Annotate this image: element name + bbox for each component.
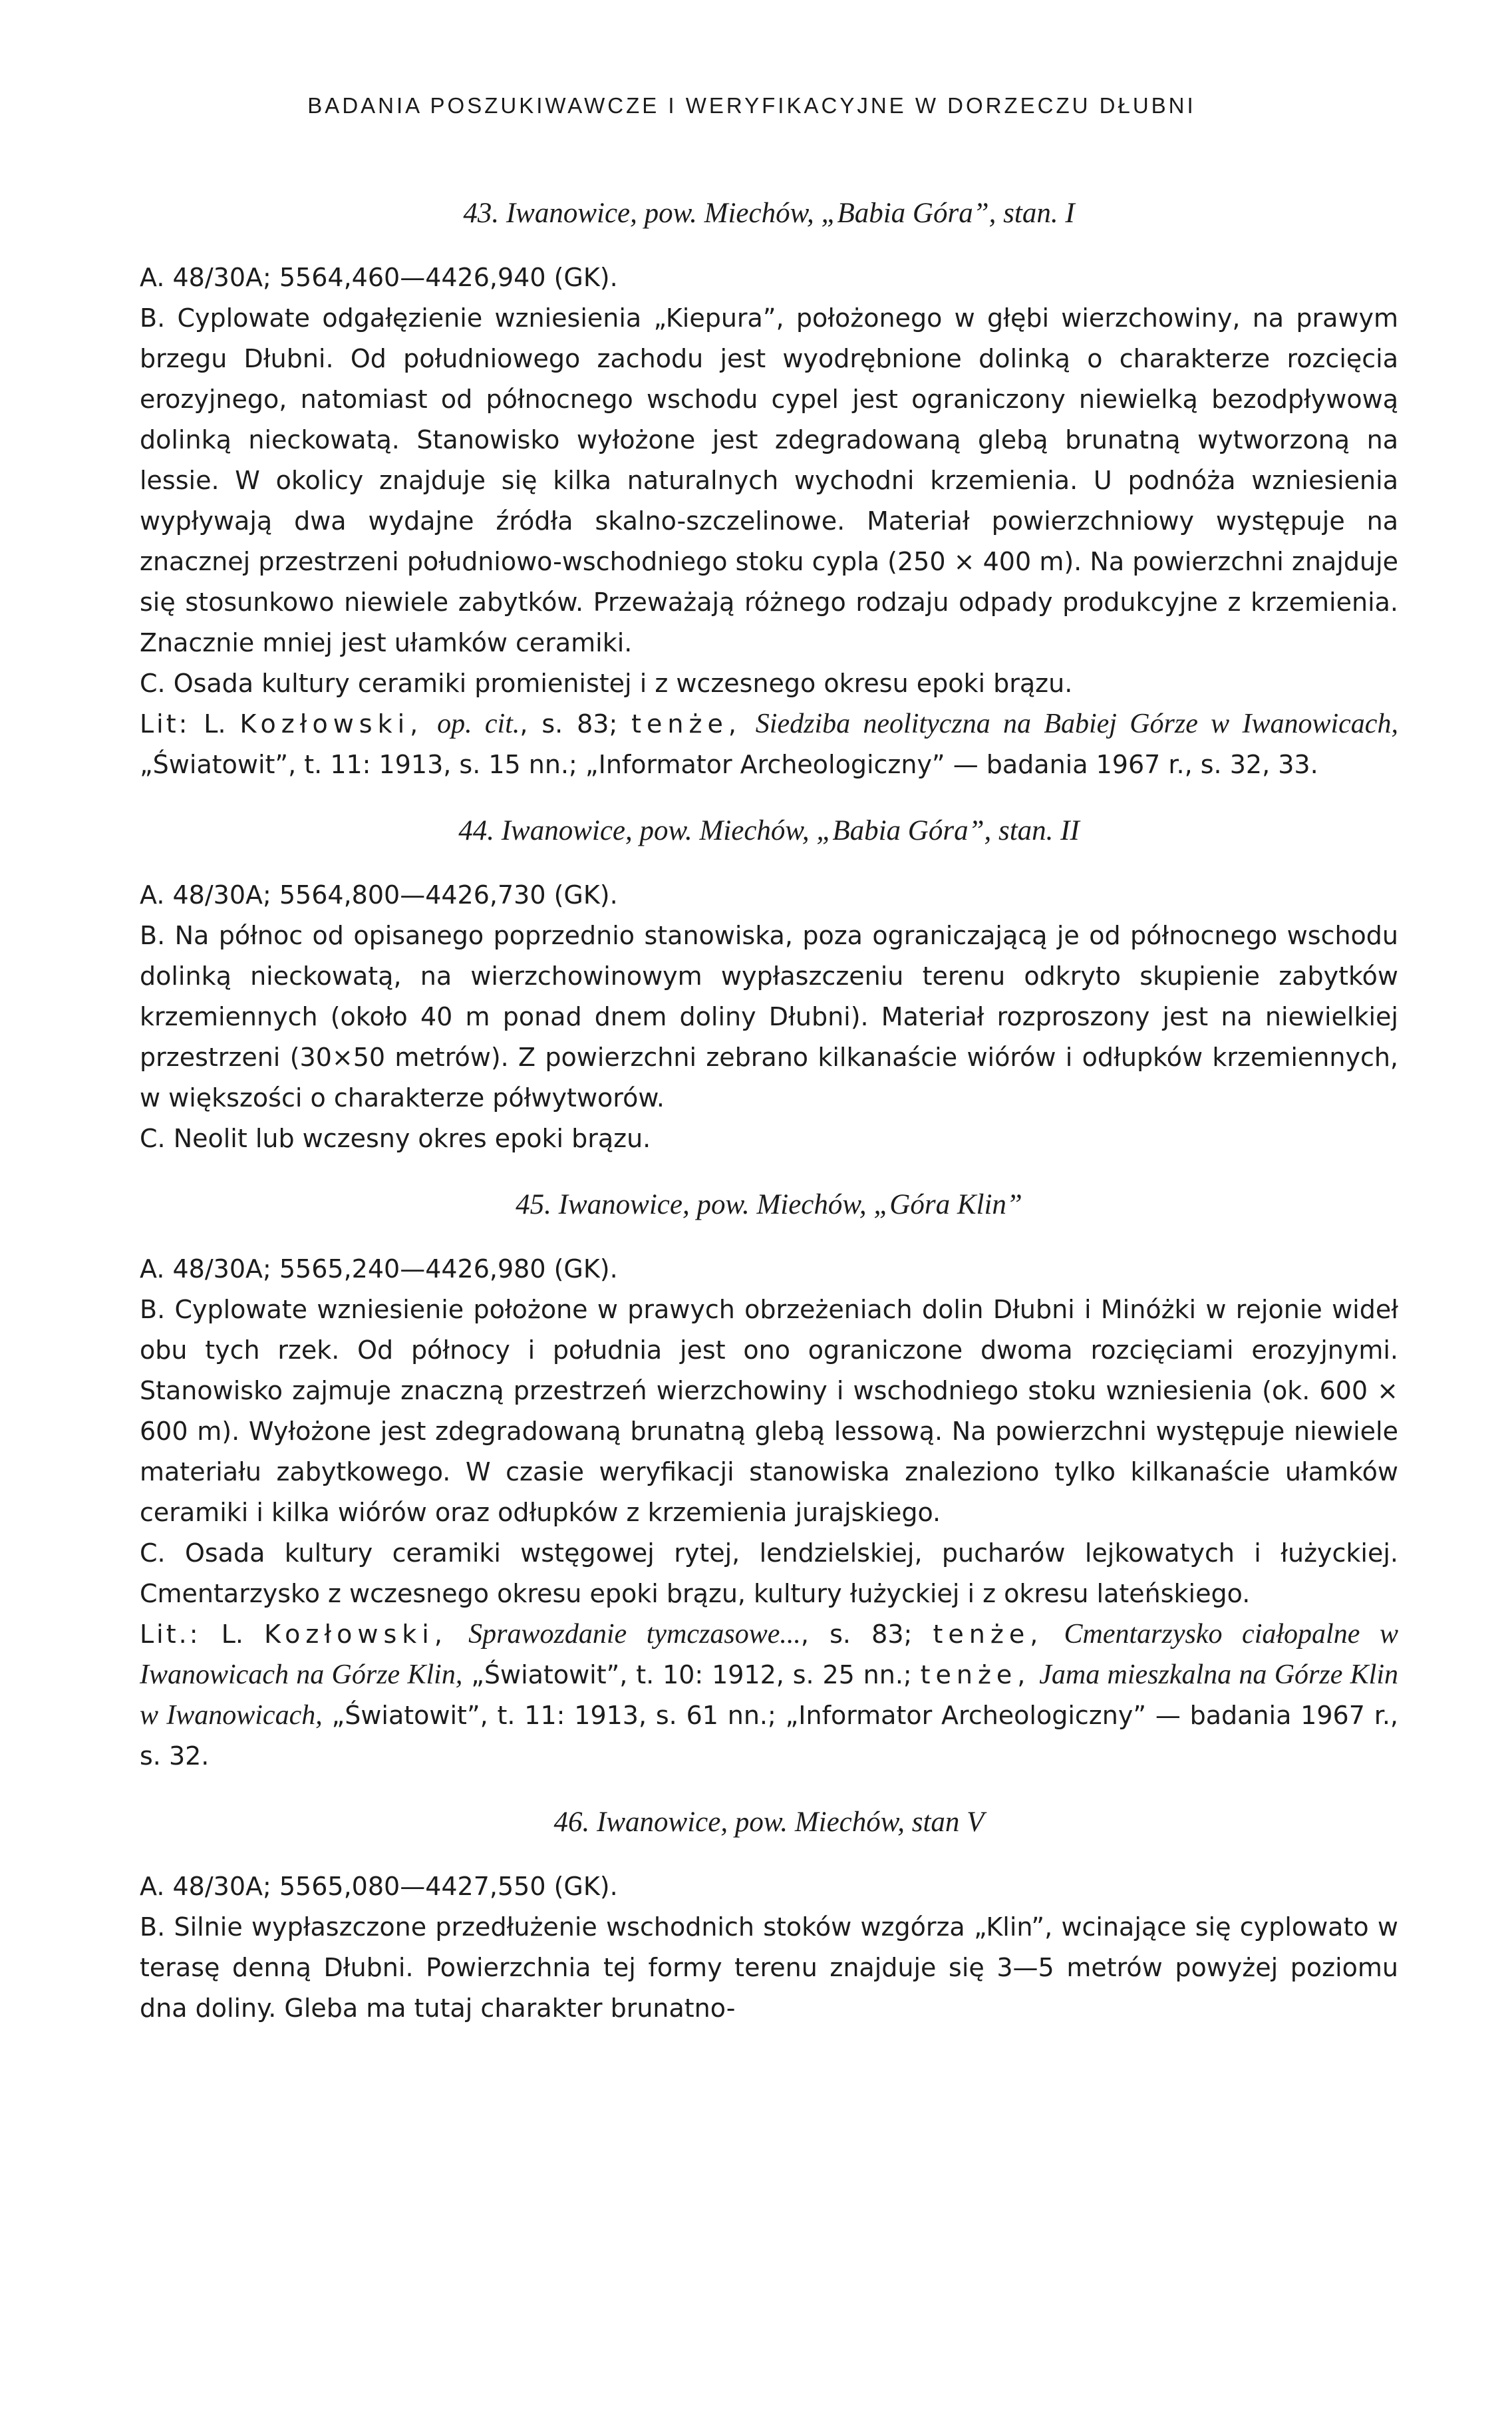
site-entry-43: [140, 193, 1398, 785]
work-title: Jama mieszkalna na Górze Klin w Iwanowicach,: [140, 1659, 1398, 1731]
site-entry-45: [140, 1184, 1398, 1777]
work-title: Sprawozdanie tymczasowe...: [468, 1619, 801, 1649]
work-title: Cmentarzysko ciałopalne w Iwanowicach na Górze Klin,: [140, 1619, 1398, 1690]
page-content: [140, 193, 1398, 2054]
literature-text: „Światowit”, t. 11: 1913, s. 15 nn.; „Informator Archeologiczny” — badania 1967 r., s. 32, 33.: [140, 750, 1318, 779]
author-name: Kozłowski,: [264, 1620, 448, 1649]
description-paragraph: B. Na północ od opisanego poprzednio stanowiska, poza ograniczającą je od północnego wschodu dolinką nieckowatą, na wierzchowinowym wypłaszczeniu terenu odkryto skupienie zabytków krzemiennych (około 40 m ponad dnem doliny Dłubni). Materiał rozproszony jest na niewielkiej przestrzeni (30×50 metrów). Z powierzchni zebrano kilkanaście wiórów i odłupków krzemiennych, w większości o charakterze półwytworów.: [140, 921, 1398, 1113]
literature-label: Lit.:: [140, 1620, 201, 1649]
op-cit: op. cit.: [437, 709, 520, 739]
entry-title: 45. Iwanowice, pow. Miechów, „Góra Klin”: [516, 1189, 1022, 1220]
description-paragraph: B. Cyplowate wzniesienie położone w prawych obrzeżeniach dolin Dłubni i Minóżki w rejonie wideł obu tych rzek. Od północy i południa jest ono ograniczone dwoma rozcięciami erozyjnymi. Stanowisko zajmuje znaczną przestrzeń wierzchowiny i wschodniego stoku wzniesienia (ok. 600 × 600 m). Wyłożone jest zdegradowaną brunatną glebą lessową. Na powierzchni występuje niewiele materiału zabytkowego. W czasie weryfikacji stanowiska znaleziono tylko kilkanaście ułamków ceramiki i kilka wiórów oraz odłupków z krzemienia jurajskiego.: [140, 1295, 1398, 1527]
description-paragraph: B. Silnie wypłaszczone przedłużenie wschodnich stoków wzgórza „Klin”, wcinające się cyplowato w terasę denną Dłubni. Powierzchnia tej formy terenu znajduje się 3—5 metrów powyżej poziomu dna doliny. Gleba ma tutaj charakter brunatno-: [140, 1912, 1398, 2023]
entry-title: 43. Iwanowice, pow. Miechów, „Babia Góra”, stan. I: [463, 198, 1075, 229]
coordinates-line: A. 48/30A; 5565,240—4426,980 (GK).: [140, 1254, 618, 1284]
entry-title: 44. Iwanowice, pow. Miechów, „Babia Góra”, stan. II: [458, 815, 1080, 846]
work-title: Siedziba neolityczna na Babiej Górze w Iwanowicach,: [755, 709, 1398, 739]
literature-text: L.: [200, 1620, 265, 1649]
culture-paragraph: C. Neolit lub wczesny okres epoki brązu.: [140, 1124, 651, 1153]
tenze-label: tenże,: [631, 709, 742, 739]
literature-text: , s. 83;: [800, 1620, 933, 1649]
literature-text: [423, 709, 437, 739]
tenze-label: tenże,: [933, 1620, 1044, 1649]
literature-paragraph: [140, 704, 1398, 785]
literature-text: L.: [190, 709, 240, 739]
coordinates-line: A. 48/30A; 5565,080—4427,550 (GK).: [140, 1872, 618, 1901]
literature-label: Lit:: [140, 709, 190, 739]
entry-title: 46. Iwanowice, pow. Miechów, stan V: [553, 1807, 984, 1838]
literature-text: [1030, 1660, 1039, 1689]
literature-text: „Światowit”, t. 11: 1913, s. 61 nn.; „Informator Archeologiczny” — badania 1967 r., s. 32.: [140, 1701, 1398, 1771]
literature-text: [448, 1620, 468, 1649]
literature-paragraph: [140, 1614, 1398, 1777]
literature-text: [742, 709, 756, 739]
coordinates-line: A. 48/30A; 5564,460—4426,940 (GK).: [140, 263, 618, 292]
tenze-label: tenże,: [920, 1660, 1031, 1689]
author-name: Kozłowski,: [239, 709, 424, 739]
description-paragraph: B. Cyplowate odgałęzienie wzniesienia „Kiepura”, położonego w głębi wierzchowiny, na prawym brzegu Dłubni. Od południowego zachodu jest wyodrębnione dolinką o charakterze rozcięcia erozyjnego, natomiast od północnego wschodu cypel jest ograniczony niewielką bezodpływową dolinką nieckowatą. Stanowisko wyłożone jest zdegradowaną glebą brunatną wytworzoną na lessie. W okolicy znajduje się kilka naturalnych wychodni krzemienia. U podnóża wzniesienia wypływają dwa wydajne źródła skalno-szczelinowe. Materiał powierzchniowy występuje na znacznej przestrzeni południowo-wschodniego stoku cypla (250 × 400 m). Na powierzchni znajduje się stosunkowo niewiele zabytków. Przeważają różnego rodzaju odpady produkcyjne z krzemienia. Znacznie mniej jest ułamków ceramiki.: [140, 303, 1398, 657]
culture-paragraph: C. Osada kultury ceramiki promienistej i z wczesnego okresu epoki brązu.: [140, 669, 1073, 698]
site-entry-46: [140, 1802, 1398, 2029]
site-entry-44: [140, 810, 1398, 1159]
running-header: BADANIA POSZUKIWAWCZE I WERYFIKACYJNE W DORZECZU DŁUBNI: [307, 93, 1196, 118]
coordinates-line: A. 48/30A; 5564,800—4426,730 (GK).: [140, 880, 618, 910]
literature-text: , s. 83;: [520, 709, 632, 739]
literature-text: [1043, 1620, 1064, 1649]
literature-text: „Światowit”, t. 10: 1912, s. 25 nn.;: [462, 1660, 921, 1689]
culture-paragraph: C. Osada kultury ceramiki wstęgowej rytej, lendzielskiej, pucharów lejkowatych i łużyckiej. Cmentarzysko z wczesnego okresu epoki brązu, kultury łużyckiej i z okresu lateńskiego.: [140, 1538, 1398, 1608]
